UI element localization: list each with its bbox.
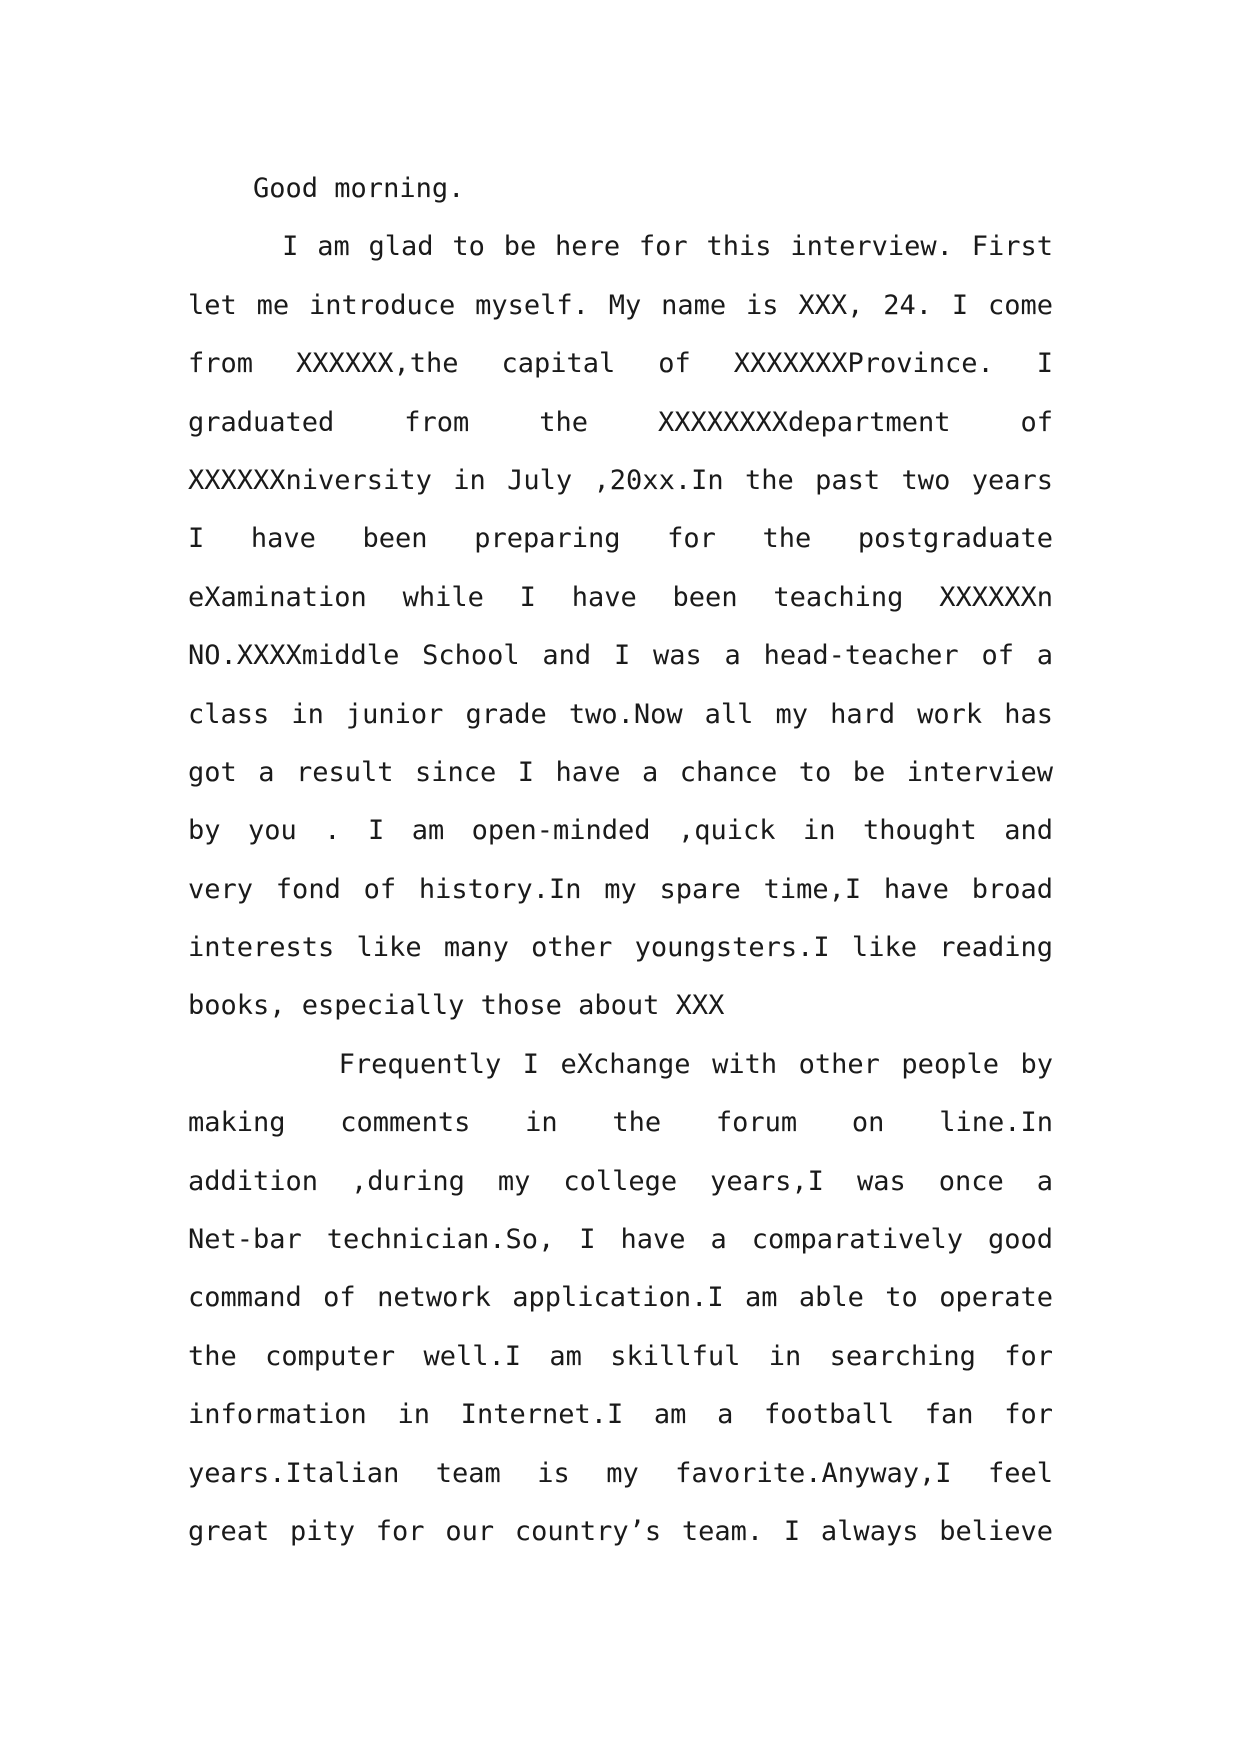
text-line: I have been preparing for the postgraduate [188,523,1053,555]
text-line: let me introduce myself. My name is XXX, 24. I come [188,289,1053,321]
text-line: Frequently I eXchange with other people by [188,1048,1053,1080]
text-line: making comments in the forum on line.In [188,1107,1053,1139]
text-line: eXamination while I have been teaching XXXXXXn [188,581,1053,613]
text-line: great pity for our country’s team. I always believe [188,1515,1053,1547]
text-line: XXXXXXniversity in July ,20xx.In the past two years [188,464,1053,496]
text-line: NO.XXXXmiddle School and I was a head-teacher of a [188,640,1053,672]
text-line: very fond of history.In my spare time,I have broad [188,873,1053,905]
text-line: Good morning. [188,173,465,204]
body-text [188,160,1053,1561]
text-line: I am glad to be here for this interview. First [188,231,1053,263]
text-line: interests like many other youngsters.I like reading [188,932,1053,964]
text-line: Net-bar technician.So, I have a comparatively good [188,1224,1053,1256]
text-line: graduated from the XXXXXXXXdepartment of [188,406,1053,438]
text-line: information in Internet.I am a football fan for [188,1399,1053,1431]
text-line: command of network application.I am able to operate [188,1282,1053,1314]
text-line: addition ,during my college years,I was once a [188,1165,1053,1197]
text-line: from XXXXXX,the capital of XXXXXXXProvince. I [188,348,1053,380]
text-line: books, especially those about XXX [188,990,725,1022]
text-line: years.Italian team is my favorite.Anyway,I feel [188,1457,1053,1489]
text-line: by you . I am open-minded ,quick in thought and [188,815,1053,847]
text-line: class in junior grade two.Now all my hard work has [188,698,1053,730]
text-line: got a result since I have a chance to be interview [188,756,1053,788]
text-line: the computer well.I am skillful in searching for [188,1340,1053,1372]
